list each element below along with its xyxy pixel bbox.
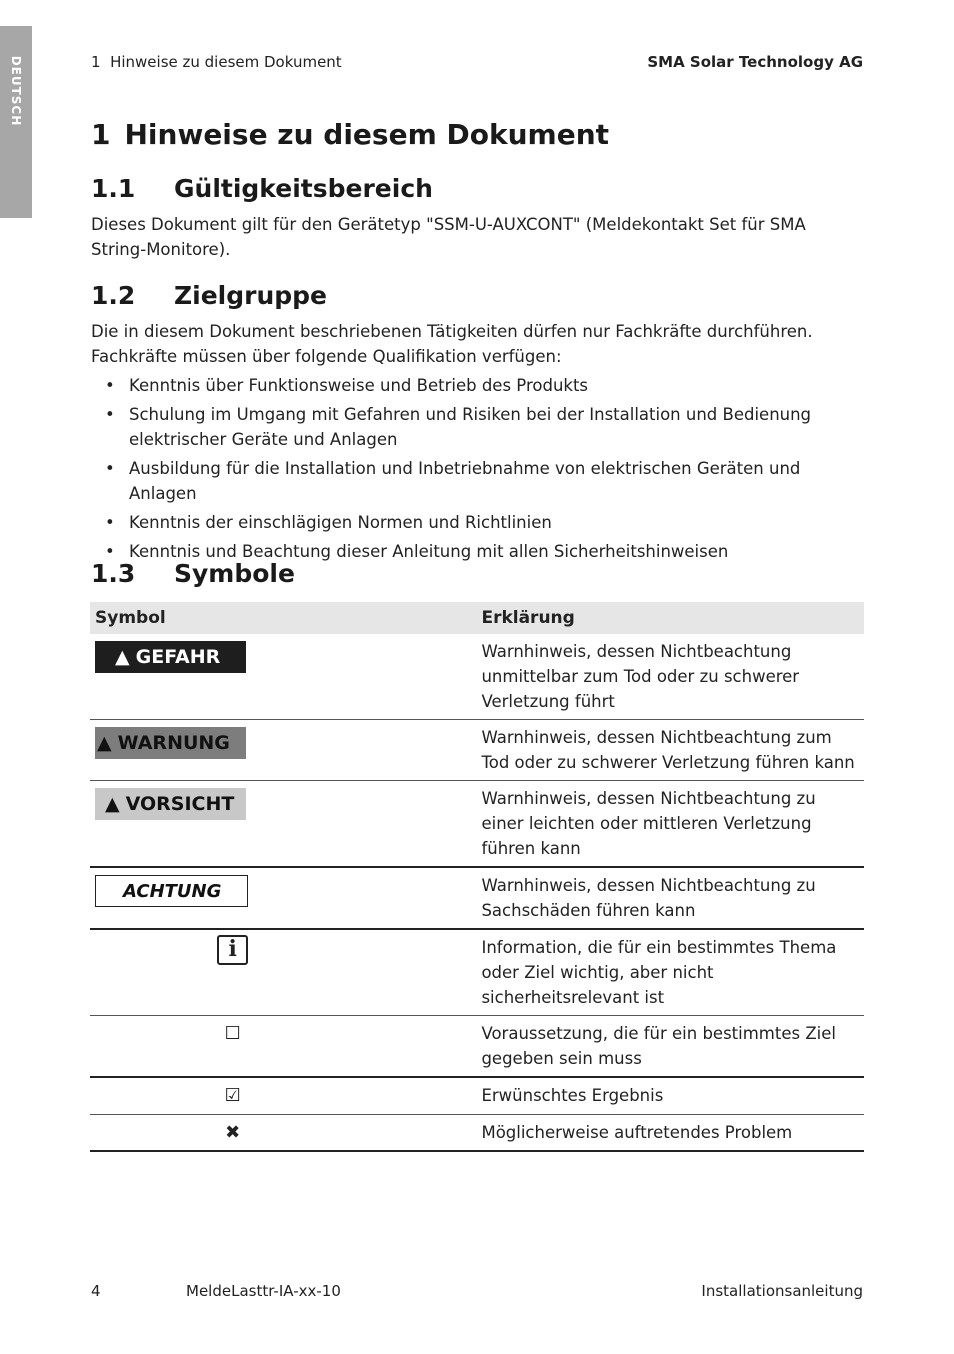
warning-badge bbox=[95, 727, 246, 759]
table-row bbox=[90, 781, 864, 868]
badge-label: ACHTUNG bbox=[123, 880, 222, 902]
symbol-cell bbox=[90, 1077, 475, 1114]
badge-label: GEFAHR bbox=[135, 645, 221, 668]
language-tab bbox=[0, 26, 32, 218]
symbol-cell bbox=[90, 781, 475, 868]
section-title: Gültigkeitsbereich bbox=[174, 174, 433, 203]
explanation-cell: Warnhinweis, dessen Nichtbeachtung zu einer leichten oder mittleren Verletzung führen kann bbox=[475, 781, 864, 868]
warning-triangle-icon: ▲ bbox=[115, 645, 130, 668]
warning-triangle-icon: ▲ bbox=[97, 731, 112, 754]
column-header-explanation: Erklärung bbox=[475, 602, 864, 634]
section-heading-1-2 bbox=[91, 281, 327, 310]
symbol-cell bbox=[90, 867, 475, 929]
qualification-list bbox=[91, 373, 866, 568]
table-row bbox=[90, 1016, 864, 1078]
list-item: • Schulung im Umgang mit Gefahren und Risiken bei der Installation und Bedienung elektrischer Geräte und Anlagen bbox=[91, 402, 866, 452]
list-item: • Kenntnis der einschlägigen Normen und Richtlinien bbox=[91, 510, 866, 535]
explanation-cell: Erwünschtes Ergebnis bbox=[475, 1077, 864, 1114]
prerequisite-checkbox-icon: ☐ bbox=[224, 1023, 241, 1044]
section-number: 1.2 bbox=[91, 281, 136, 310]
explanation-cell: Information, die für ein bestimmtes Thema oder Ziel wichtig, aber nicht sicherheitsrelevant ist bbox=[475, 929, 864, 1016]
badge-label: WARNUNG bbox=[117, 731, 230, 754]
scope-paragraph: Dieses Dokument gilt für den Gerätetyp "SSM-U-AUXCONT" (Meldekontakt Set für SMA String-Monitore). bbox=[91, 215, 806, 259]
danger-badge bbox=[95, 641, 246, 673]
list-item: • Kenntnis und Beachtung dieser Anleitung mit allen Sicherheitshinweisen bbox=[91, 539, 866, 564]
table-header-row bbox=[90, 602, 864, 634]
caution-badge bbox=[95, 788, 246, 820]
chapter-number: 1 bbox=[91, 118, 111, 151]
table-row bbox=[90, 867, 864, 929]
chapter-title: Hinweise zu diesem Dokument bbox=[124, 118, 610, 151]
document-type: Installationsanleitung bbox=[701, 1282, 863, 1300]
symbol-cell bbox=[90, 1114, 475, 1151]
notice-badge bbox=[95, 875, 248, 907]
audience-paragraph: Die in diesem Dokument beschriebenen Tätigkeiten dürfen nur Fachkräfte durchführen. Fachkräfte müssen über folgende Qualifikation verfügen: bbox=[91, 322, 813, 366]
table-row bbox=[90, 1077, 864, 1114]
explanation-cell: Voraussetzung, die für ein bestimmtes Ziel gegeben sein muss bbox=[475, 1016, 864, 1078]
table-row bbox=[90, 1114, 864, 1151]
symbol-cell bbox=[90, 720, 475, 781]
section-heading-1-1 bbox=[91, 174, 433, 203]
symbol-cell bbox=[90, 929, 475, 1016]
page-number: 4 bbox=[91, 1282, 101, 1300]
running-header-company: SMA Solar Technology AG bbox=[647, 53, 863, 71]
section-heading-1-3 bbox=[91, 559, 295, 588]
info-icon: i bbox=[217, 935, 248, 965]
explanation-cell: Warnhinweis, dessen Nichtbeachtung unmittelbar zum Tod oder zu schwerer Verletzung führt bbox=[475, 634, 864, 720]
cross-icon: ✖ bbox=[225, 1121, 241, 1143]
table-row bbox=[90, 720, 864, 781]
symbols-table bbox=[90, 602, 864, 1152]
checked-box-icon: ☑ bbox=[224, 1085, 241, 1106]
explanation-cell: Warnhinweis, dessen Nichtbeachtung zu Sachschäden führen kann bbox=[475, 867, 864, 929]
column-header-symbol: Symbol bbox=[90, 602, 475, 634]
section-title: Symbole bbox=[174, 559, 295, 588]
symbol-cell bbox=[90, 634, 475, 720]
badge-label: VORSICHT bbox=[125, 792, 235, 815]
running-header-chapter: 1 Hinweise zu diesem Dokument bbox=[91, 53, 342, 71]
chapter-heading bbox=[91, 118, 609, 151]
document-id: MeldeLasttr-IA-xx-10 bbox=[186, 1282, 341, 1300]
section-title: Zielgruppe bbox=[174, 281, 327, 310]
warning-triangle-icon: ▲ bbox=[105, 792, 120, 815]
explanation-cell: Warnhinweis, dessen Nichtbeachtung zum Tod oder zu schwerer Verletzung führen kann bbox=[475, 720, 864, 781]
list-item: • Ausbildung für die Installation und Inbetriebnahme von elektrischen Geräten und Anlagen bbox=[91, 456, 866, 506]
table-row bbox=[90, 634, 864, 720]
list-item: • Kenntnis über Funktionsweise und Betrieb des Produkts bbox=[91, 373, 866, 398]
language-tab-label: DEUTSCH bbox=[9, 55, 23, 127]
section-number: 1.1 bbox=[91, 174, 136, 203]
symbol-cell bbox=[90, 1016, 475, 1078]
explanation-cell: Möglicherweise auftretendes Problem bbox=[475, 1114, 864, 1151]
section-number: 1.3 bbox=[91, 559, 136, 588]
table-row bbox=[90, 929, 864, 1016]
